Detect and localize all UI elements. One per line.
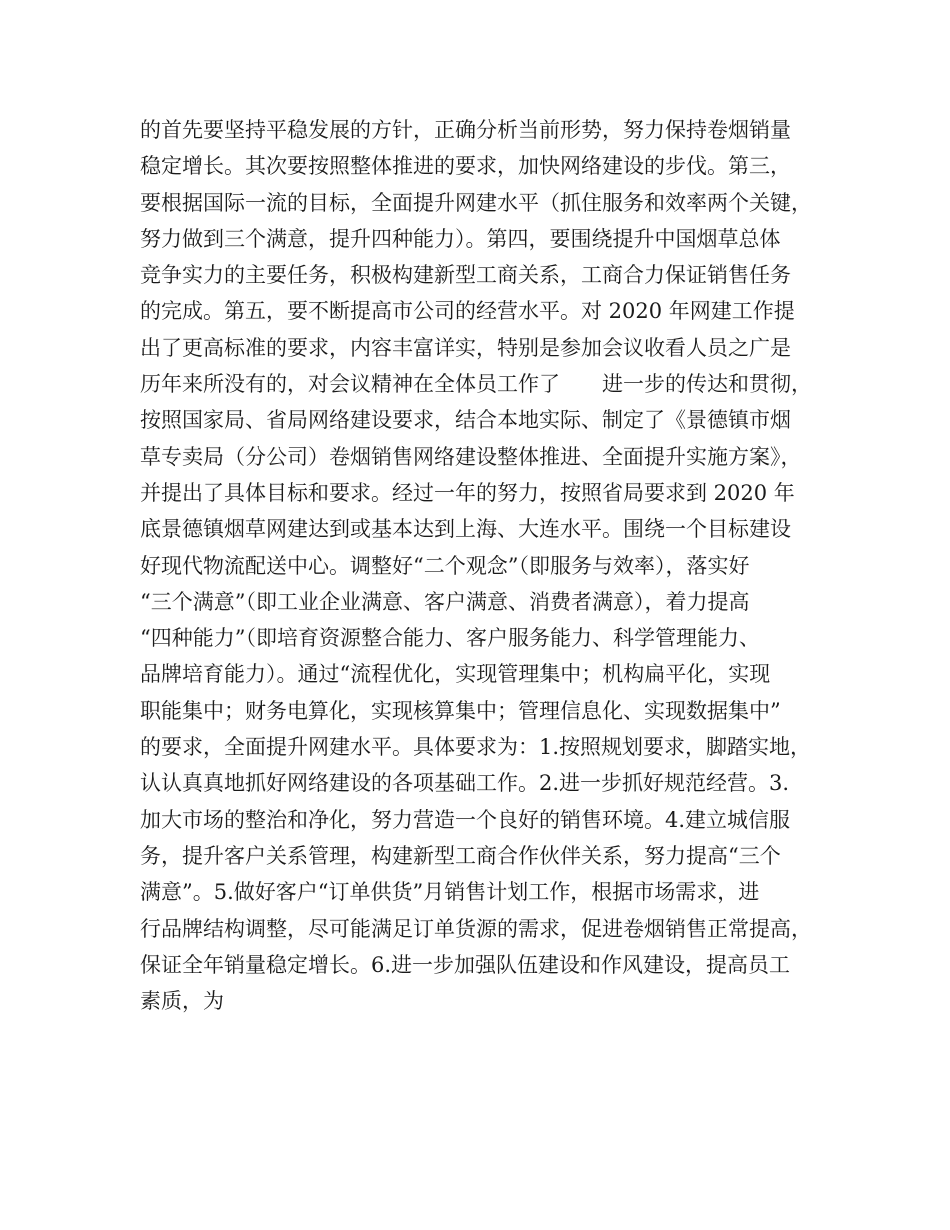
text-line: 底景德镇烟草网建达到或基本达到上海、大连水平。围绕一个目标建设 (140, 517, 791, 542)
text-line: 品牌培育能力）。通过“流程优化，实现管理集中；机构扁平化，实现 (140, 662, 771, 687)
text-line: 好现代物流配送中心。调整好“二个观念”（即服务与效率），落实好 (140, 553, 750, 578)
text-line: 竞争实力的主要任务，积极构建新型工商关系，工商合力保证销售任务 (140, 263, 791, 288)
text-line: “三个满意”（即工业企业满意、客户满意、消费者满意），着力提高 (140, 589, 750, 614)
text-line: 行品牌结构调整，尽可能满足订单货源的需求，促进卷烟销售正常提高， (140, 916, 812, 941)
text-line: 务，提升客户关系管理，构建新型工商合作伙伴关系，努力提高“三个 (140, 843, 781, 868)
text-line: 努力做到三个满意，提升四种能力）。第四，要围绕提升中国烟草总体 (140, 226, 781, 251)
text-line: 保证全年销量稳定增长。6.进一步加强队伍建设和作风建设，提高员工 (140, 952, 791, 977)
text-line: 并提出了具体目标和要求。经过一年的努力，按照省局要求到 2020 年 (140, 480, 795, 505)
text-line: 要根据国际一流的目标，全面提升网建水平（抓住服务和效率两个关键， (140, 190, 812, 215)
text-line: 稳定增长。其次要按照整体推进的要求，加快网络建设的步伐。第三， (140, 154, 791, 179)
text-line: 草专卖局（分公司）卷烟销售网络建设整体推进、全面提升实施方案》， (140, 444, 802, 469)
text-line: 素质，为 (140, 989, 224, 1014)
text-line: 的完成。第五，要不断提高市公司的经营水平。对 2020 年网建工作提 (140, 299, 795, 324)
text-line: 历年来所没有的，对会议精神在全体员工作了 进一步的传达和贯彻， (140, 372, 812, 397)
text-line: 加大市场的整治和净化，努力营造一个良好的销售环境。4.建立城信服 (140, 807, 791, 832)
text-line: 的要求，全面提升网建水平。具体要求为：1.按照规划要求，脚踏实地， (140, 735, 812, 760)
text-line: 满意”。5.做好客户“订单供货”月销售计划工作，根据市场需求，进 (140, 880, 760, 905)
text-line: “四种能力”（即培育资源整合能力、客户服务能力、科学管理能力、 (140, 626, 760, 651)
text-line: 出了更高标准的要求，内容丰富详实，特别是参加会议收看人员之广是 (140, 335, 791, 360)
text-line: 的首先要坚持平稳发展的方针，正确分析当前形势，努力保持卷烟销量 (140, 118, 791, 142)
body-text (140, 112, 830, 1019)
text-line: 按照国家局、省局网络建设要求，结合本地实际、制定了《景德镇市烟 (140, 408, 791, 433)
text-line: 职能集中；财务电算化，实现核算集中；管理信息化、实现数据集中” (140, 698, 781, 723)
text-line: 认认真真地抓好网络建设的各项基础工作。2.进一步抓好规范经营。3. (140, 771, 790, 796)
